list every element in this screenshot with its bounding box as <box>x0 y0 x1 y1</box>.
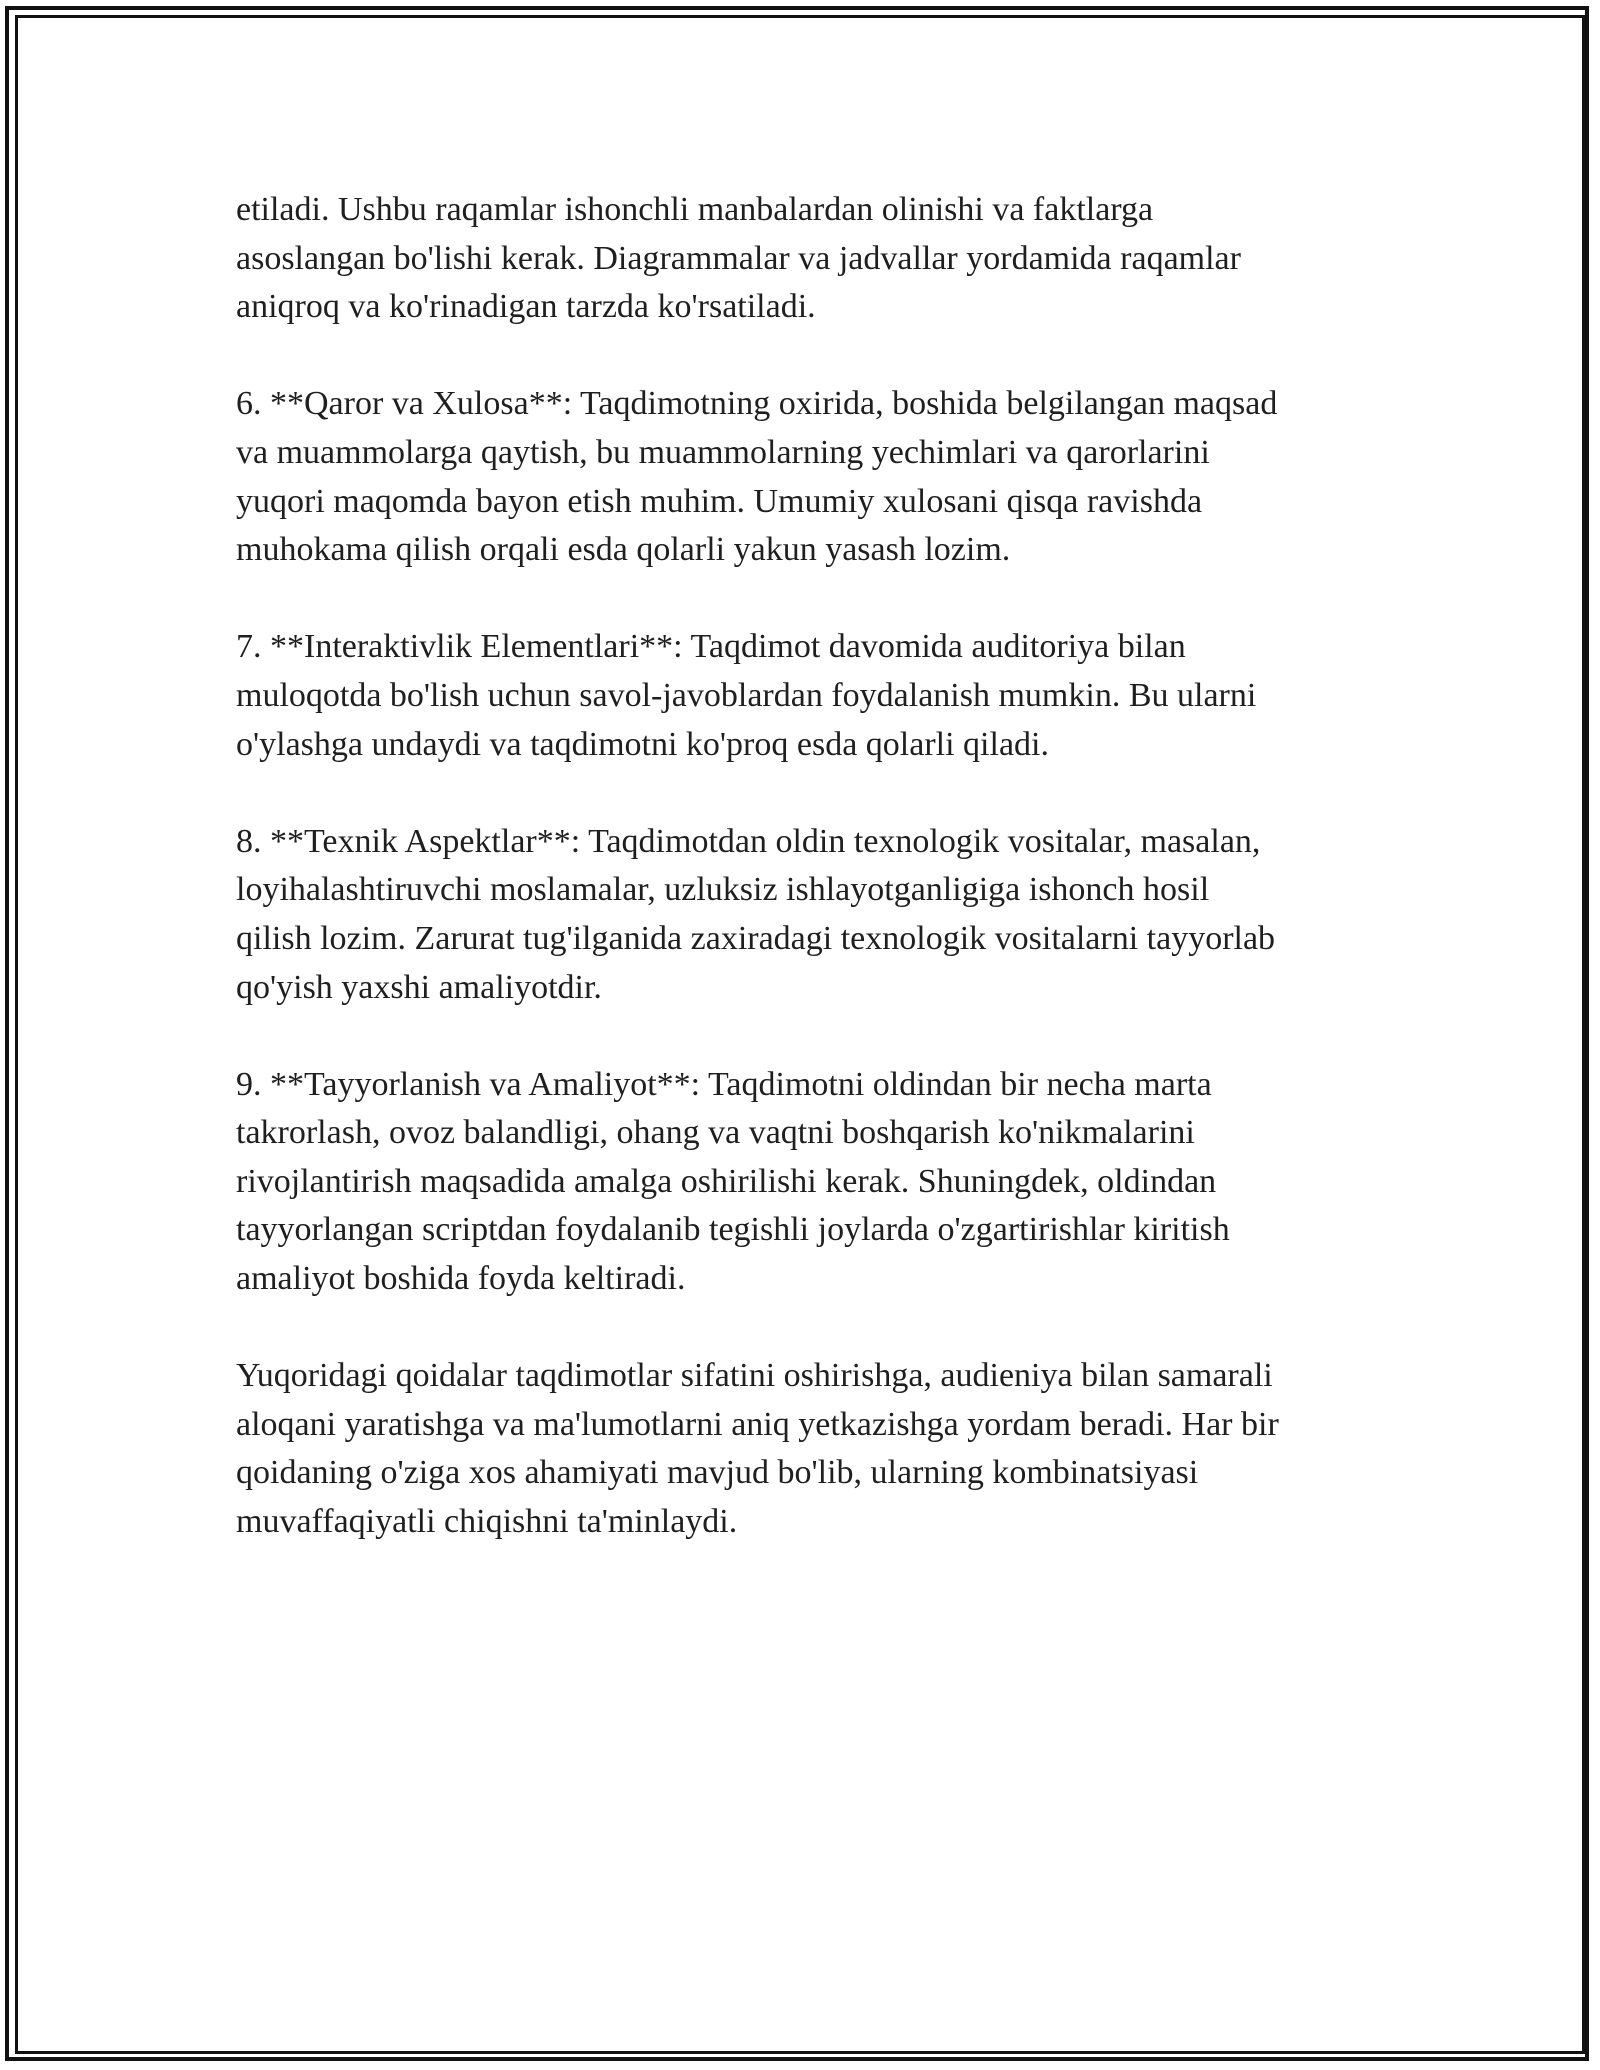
text-line: Yuqoridagi qoidalar taqdimotlar sifatini oshirishga, audieniya bilan samarali <box>236 1357 1273 1395</box>
paragraph-item-7 <box>236 623 1366 769</box>
text-line: yuqori maqomda bayon etish muhim. Umumiy xulosani qisqa ravishda <box>236 482 1203 520</box>
text-line: 9. **Tayyorlanish va Amaliyot**: Taqdimotni oldindan bir necha marta <box>236 1065 1212 1103</box>
text-line: takrorlash, ovoz balandligi, ohang va vaqtni boshqarish ko'nikmalarini <box>236 1114 1195 1152</box>
paragraph-intro-continuation <box>236 186 1366 332</box>
text-line: 8. **Texnik Aspektlar**: Taqdimotdan oldin texnologik vositalar, masalan, <box>236 822 1261 860</box>
paragraph-conclusion <box>236 1352 1366 1546</box>
text-line: va muammolarga qaytish, bu muammolarning yechimlari va qarorlarini <box>236 433 1210 471</box>
text-line: muloqotda bo'lish uchun savol-javoblardan foydalanish mumkin. Bu ularni <box>236 676 1257 714</box>
text-line: tayyorlangan scriptdan foydalanib tegishli joylarda o'zgartirishlar kiritish <box>236 1211 1230 1249</box>
paragraph-item-9 <box>236 1061 1366 1304</box>
text-line: muvaffaqiyatli chiqishni ta'minlaydi. <box>236 1503 738 1541</box>
text-line: 7. **Interaktivlik Elementlari**: Taqdimot davomida auditoriya bilan <box>236 628 1186 666</box>
text-line: qoidaning o'ziga xos ahamiyati mavjud bo'lib, ularning kombinatsiyasi <box>236 1454 1199 1492</box>
text-line: rivojlantirish maqsadida amalga oshirilishi kerak. Shuningdek, oldindan <box>236 1162 1217 1200</box>
text-line: asoslangan bo'lishi kerak. Diagrammalar va jadvallar yordamida raqamlar <box>236 239 1241 277</box>
text-line: qo'yish yaxshi amaliyotdir. <box>236 968 602 1006</box>
text-line: 6. **Qaror va Xulosa**: Taqdimotning oxirida, boshida belgilangan maqsad <box>236 385 1278 423</box>
document-body <box>236 186 1366 1595</box>
text-line: loyihalashtiruvchi moslamalar, uzluksiz ishlayotganligiga ishonch hosil <box>236 871 1210 909</box>
text-line: qilish lozim. Zarurat tug'ilganida zaxiradagi texnologik vositalarni tayyorlab <box>236 919 1276 957</box>
text-line: aniqroq va ko'rinadigan tarzda ko'rsatiladi. <box>236 288 816 326</box>
text-line: etiladi. Ushbu raqamlar ishonchli manbalardan olinishi va faktlarga <box>236 191 1154 228</box>
text-line: amaliyot boshida foyda keltiradi. <box>236 1260 686 1298</box>
text-line: muhokama qilish orqali esda qolarli yakun yasash lozim. <box>236 531 1011 569</box>
text-line: o'ylashga undaydi va taqdimotni ko'proq esda qolarli qiladi. <box>236 725 1049 763</box>
text-line: aloqani yaratishga va ma'lumotlarni aniq yetkazishga yordam beradi. Har bir <box>236 1405 1279 1443</box>
paragraph-item-8 <box>236 818 1366 1012</box>
paragraph-item-6 <box>236 380 1366 574</box>
